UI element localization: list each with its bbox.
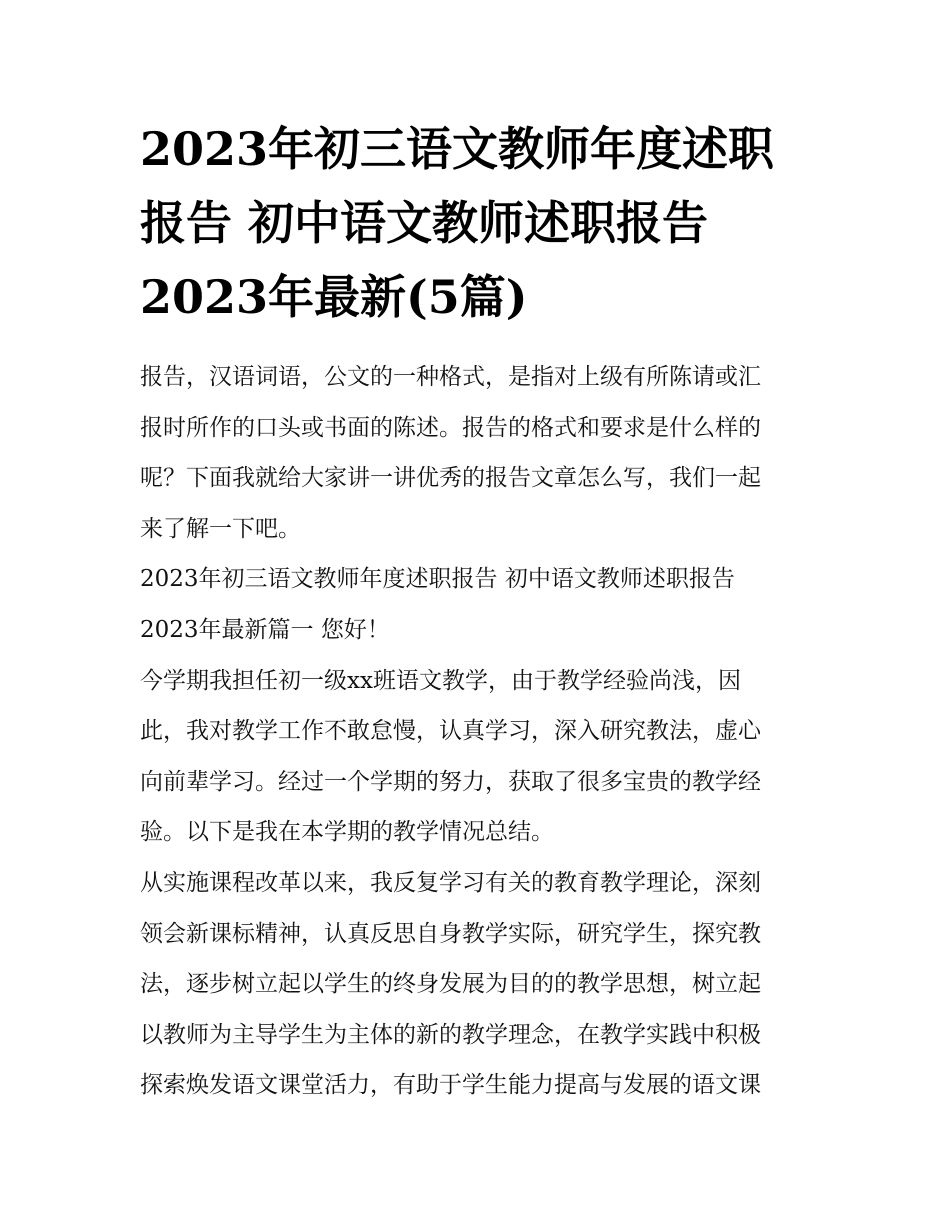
title-line-3: 2023年最新(5篇) [140, 270, 528, 324]
body-line: 报时所作的口头或书面的陈述。报告的格式和要求是什么样的 [140, 414, 761, 441]
body-line: 呢？下面我就给大家讲一讲优秀的报告文章怎么写，我们一起 [140, 465, 761, 492]
section-heading-line: 2023年最新篇一 您好！ [140, 616, 390, 643]
title-line-1: 2023年初三语文教师年度述职 [140, 122, 775, 176]
body-line: 以教师为主导学生为主体的新的教学理念，在教学实践中积极 [140, 1021, 761, 1048]
body-line: 法，逐步树立起以学生的终身发展为目的的教学思想，树立起 [140, 971, 761, 998]
body-line: 验。以下是我在本学期的教学情况总结。 [140, 819, 554, 846]
title-line-2: 报告 初中语文教师述职报告 [140, 196, 709, 250]
body-line: 此，我对教学工作不敢怠慢，认真学习，深入研究教法，虚心 [140, 718, 761, 745]
body-line: 从实施课程改革以来，我反复学习有关的教育教学理论，深刻 [140, 869, 761, 896]
body-line: 报告，汉语词语，公文的一种格式，是指对上级有所陈请或汇 [140, 364, 761, 390]
section-heading-line: 2023年初三语文教师年度述职报告 初中语文教师述职报告 [140, 566, 735, 593]
body-line: 今学期我担任初一级xx班语文教学，由于教学经验尚浅，因 [140, 667, 741, 694]
body-line: 向前辈学习。经过一个学期的努力，获取了很多宝贵的教学经 [140, 768, 761, 795]
body-line: 探索焕发语文课堂活力，有助于学生能力提高与发展的语文课 [140, 1072, 761, 1099]
body-line: 来了解一下吧。 [140, 515, 301, 542]
body-line: 领会新课标精神，认真反思自身教学实际，研究学生，探究教 [140, 920, 761, 947]
document-body [140, 352, 820, 1111]
document-title [140, 112, 820, 334]
